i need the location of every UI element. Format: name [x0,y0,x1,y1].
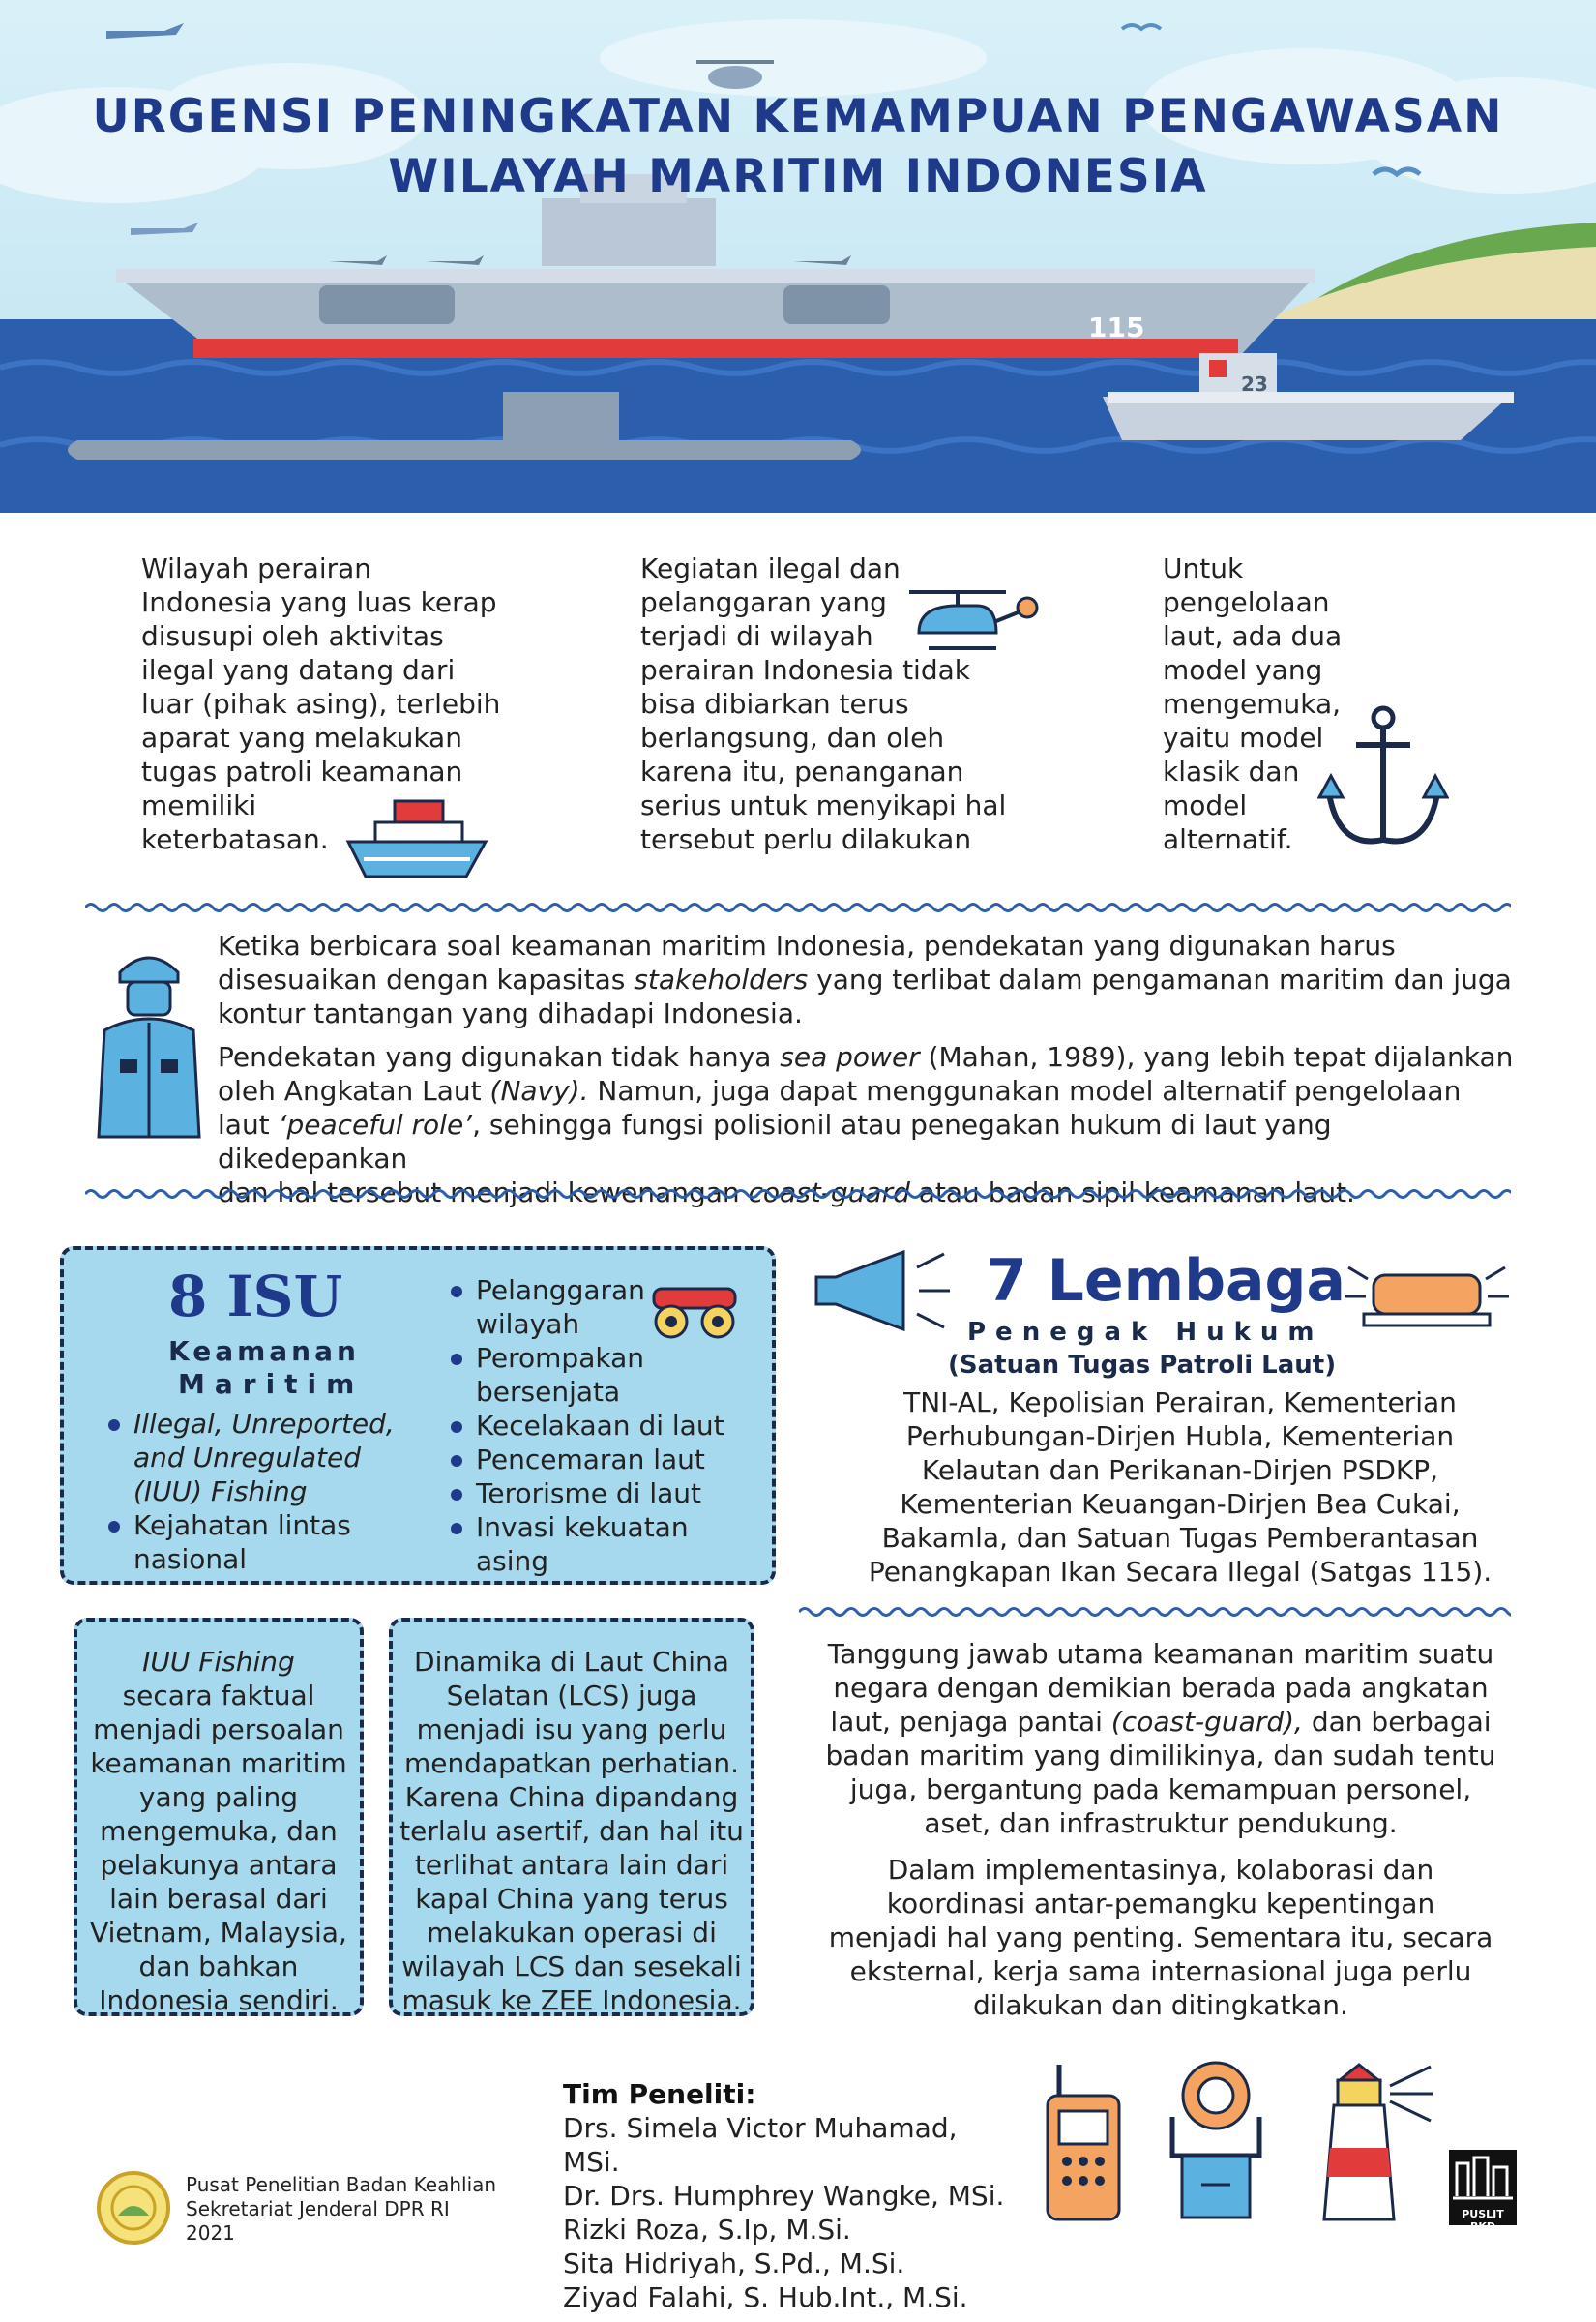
team-member: Rizki Roza, S.Ip, M.Si. [563,2214,851,2246]
lcs-text-line: mendapatkan perhatian. [403,1747,740,1779]
issue-item: Terorisme di laut [447,1476,766,1510]
intro-text-line: luar (pihak asing), terlebih [141,688,501,720]
agencies-subheading-2: (Satuan Tugas Patroli Laut) [948,1351,1337,1380]
agencies-subheading: Penegak Hukum [967,1318,1324,1347]
responsibility-line: koordinasi antar-pemangku kepentingan [886,1888,1435,1920]
title-line-1: URGENSI PENINGKATAN KEMAMPUAN PENGAWASAN [92,90,1504,143]
team-heading: Tim Peneliti: [563,2078,756,2110]
approach-paragraph-1: Ketika berbicara soal keamanan maritim Indonesia, pendekatan yang digunakan harus disesuaikan dengan kapasitas stakeholders yang terlibat dalam pengamanan maritim dan juga kontur tantangan yang dihadapi Indonesia. [218,930,1512,1029]
intro-text-line: laut, ada dua [1163,620,1343,652]
intro-text-line: Untuk [1163,552,1244,584]
lighthouse-icon [1301,2061,1436,2225]
issues-heading: 8 ISU [168,1264,343,1329]
intro-text-line: karena itu, penanganan [640,756,964,788]
iuu-text-line: pelakunya antara [100,1849,338,1881]
page-title [0,87,1596,207]
iuu-text-line: Indonesia sendiri. [99,1984,339,2016]
agency-line: Kelautan dan Perikanan-Dirjen PSDKP, [921,1454,1439,1486]
lcs-text-line: kapal China yang terus [415,1883,728,1915]
team-member: Sita Hidriyah, S.Pd., M.Si. [563,2248,905,2279]
approach-paragraph-2: Pendekatan yang digunakan tidak hanya sea power (Mahan, 1989), yang lebih tepat dijalankan oleh Angkatan Laut (Navy). Namun, juga dapat menggunakan model alternatif pengelolaan laut ‘peaceful role’, sehingga fungsi polisionil atau penegakan hukum di laut yang dikedepankan dan hal tersebut menjadi kewenangan coast-guard atau badan sipil keamanan laut. [218,1041,1514,1208]
building-icon [1449,2150,1517,2204]
intro-text-line: mengemuka, [1163,688,1342,720]
intro-text-line: serius untuk menyikapi hal [640,789,1007,821]
intro-text-line: Kegiatan ilegal dan [640,552,901,584]
issue-item: Kecelakaan di laut [447,1409,766,1443]
intro-text-line: perairan Indonesia tidak [640,654,970,686]
iuu-text-line: yang paling [138,1781,299,1813]
hero-banner [0,0,1596,513]
intro-text-line: memiliki [141,789,257,821]
issues-subheading-1: Keamanan [168,1335,360,1367]
lcs-text-line: terlalu asertif, dan hal itu [399,1815,744,1847]
agency-line: Bakamla, dan Satuan Tugas Pemberantasan [881,1522,1479,1554]
issues-left-list [104,1407,472,1576]
hull-number: 115 [1088,312,1145,343]
intro-text-line: bisa dibiarkan terus [640,688,909,720]
team-member: Dr. Drs. Humphrey Wangke, MSi. [563,2180,1005,2212]
lcs-text-line: Dinamika di Laut China [414,1646,729,1678]
boat-number: 23 [1241,372,1268,396]
iuu-fishing-box: IUU Fishing secara faktual menjadi persoalan keamanan maritim yang paling mengemuka, dan pelakunya antara lain berasal dari Vietnam, Malaysia, dan bahkan Indonesia sendiri. [74,1618,364,2016]
wave-divider [85,900,1511,915]
issue-item: Kejahatan lintas nasional [104,1508,472,1576]
agency-line: Perhubungan-Dirjen Hubla, Kementerian [905,1420,1455,1452]
puslit-bkd-label: PUSLIT BKD [1462,2208,1504,2233]
wave-divider [85,1186,1511,1202]
intro-text-line: disusupi oleh aktivitas [141,620,444,652]
intro-text-line: pelanggaran yang [640,586,887,618]
helicopter-icon [900,584,1045,662]
issue-item: Perompakan bersenjata [447,1341,766,1409]
iuu-text-line: menjadi persoalan [93,1713,344,1745]
iuu-text-line: keamanan maritim [90,1747,347,1779]
issue-item: Pencemaran laut [447,1443,766,1476]
walkie-talkie-icon [1040,2061,1127,2225]
intro-text-line: Indonesia yang luas kerap [141,586,497,618]
binoculars-icon [646,1283,743,1341]
intro-text-line: ilegal yang datang dari [141,654,456,686]
agency-line: TNI-AL, Kepolisian Perairan, Kementerian [903,1386,1457,1418]
lcs-text-line: melakukan operasi di [427,1917,717,1949]
iuu-text-line: Vietnam, Malaysia, [90,1917,347,1949]
intro-text-line: tersebut perlu dilakukan [640,823,972,855]
issues-subheading-2: Maritim [178,1368,365,1400]
responsibility-line: dilakukan dan ditingkatkan. [973,1989,1348,2021]
intro-text-line: model yang [1163,654,1323,686]
wave-divider [799,1604,1511,1620]
intro-text-line: pengelolaan [1163,586,1330,618]
issue-item: Illegal, Unreported, and Unregulated (IUU) Fishing [104,1407,472,1508]
issue-item: Pelanggaran wilayah [447,1273,766,1341]
intro-text-line: aparat yang melakukan [141,722,462,754]
iuu-text-line: lain berasal dari [109,1883,328,1915]
intro-text-line: terjadi di wilayah [640,620,873,652]
responsibility-paragraph-2 [803,1853,1519,2022]
agencies-heading: 7 Lembaga [987,1247,1345,1315]
lcs-text-line: Karena China dipandang [404,1781,739,1813]
team-member: Ziyad Falahi, S. Hub.Int., M.Si. [563,2281,968,2313]
puslit-bkd-logo [1449,2150,1517,2233]
responsibility-line: Dalam implementasinya, kolaborasi dan [887,1854,1434,1886]
agency-line: Kementerian Keuangan-Dirjen Bea Cukai, [900,1488,1461,1520]
intro-text-line: Wilayah perairan [141,552,372,584]
loudspeaker-icon [1153,2059,1279,2223]
lcs-text-line: menjadi isu yang perlu [416,1713,727,1745]
dpr-emblem-icon [93,2167,174,2248]
intro-text-line: berlangsung, dan oleh [640,722,945,754]
agency-line: Penangkapan Ikan Secara Ilegal (Satgas 115). [868,1556,1493,1588]
intro-text-line: alternatif. [1163,823,1293,855]
south-china-sea-box [389,1618,754,2016]
megaphone-icon [809,1248,954,1335]
iuu-text-line: mengemuka, dan [100,1815,338,1847]
navy-officer-icon [93,943,205,1146]
issue-item: Invasi kekuatan asing [447,1510,766,1578]
intro-text-line: klasik dan [1163,756,1300,788]
team-members [563,2111,1008,2314]
intro-text-line: keterbatasan. [141,823,329,855]
team-member: Drs. Simela Victor Muhamad, MSi. [563,2112,958,2178]
siren-light-icon [1345,1258,1509,1335]
responsibility-paragraph-1: Tanggung jawab utama keamanan maritim suatu negara dengan demikian berada pada angkatan laut, penjaga pantai (coast-guard), dan berbagai badan maritim yang dimilikinya, dan sudah tentu juga, bergantung pada kemampuan personel, aset, dan infrastruktur pendukung. [825,1638,1496,1839]
responsibility-line: menjadi hal yang penting. Sementara itu, secara [828,1921,1493,1953]
issues-box [60,1246,776,1585]
footer-organization: Pusat Penelitian Badan Keahlian Sekretariat Jenderal DPR RI 2021 [186,2173,497,2245]
responsibility-line: eksternal, kerja sama internasional juga perlu [849,1955,1472,1987]
ship-icon [344,791,489,884]
naval-fleet-illustration [0,0,1596,513]
intro-text-line: tugas patroli keamanan [141,756,463,788]
title-line-2: WILAYAH MARITIM INDONESIA [388,150,1208,203]
lcs-text-line: wilayah LCS dan sesekali [401,1950,742,1982]
anchor-icon [1317,704,1449,849]
iuu-text-line: secara faktual [122,1680,315,1712]
intro-text-line: yaitu model [1163,722,1324,754]
lcs-text-line: Selatan (LCS) juga [446,1680,697,1712]
agencies-list [822,1385,1538,1589]
intro-text-line: model [1163,789,1248,821]
lcs-text-line: terlihat antara lain dari [414,1849,729,1881]
lcs-text-line: masuk ke ZEE Indonesia. [401,1984,742,2016]
iuu-text-line: dan bahkan [138,1950,299,1982]
